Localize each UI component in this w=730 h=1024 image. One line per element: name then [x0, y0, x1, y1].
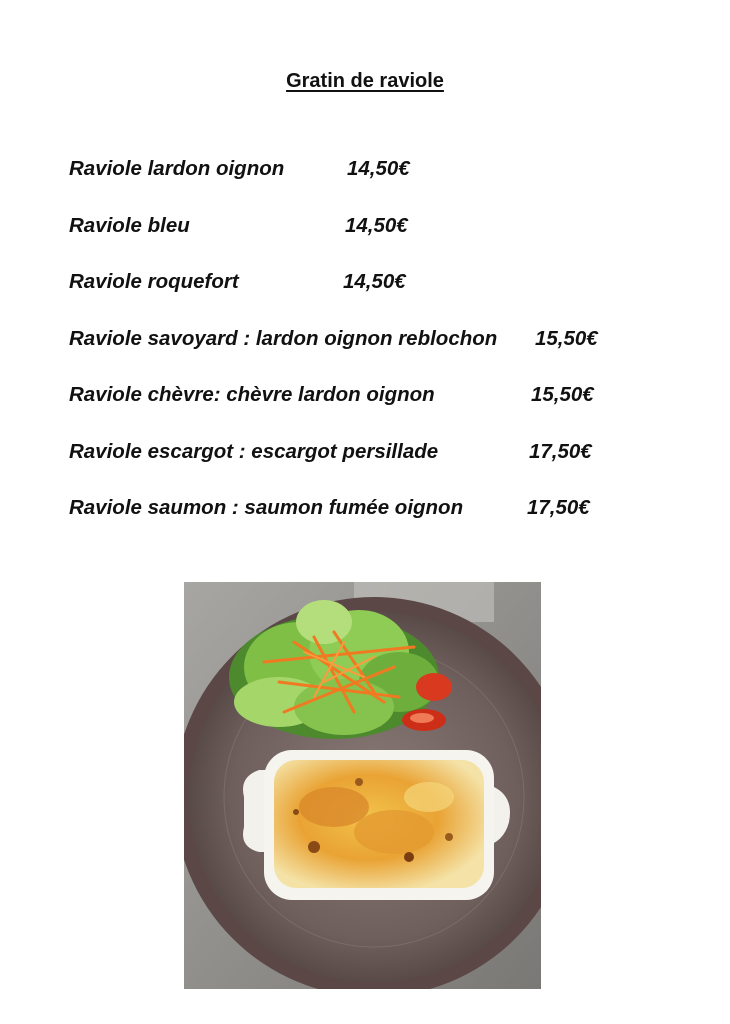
dish-illustration	[184, 582, 541, 989]
menu-item-name: Raviole escargot : escargot persillade	[69, 440, 439, 463]
menu-item-price: 14,50€	[347, 157, 410, 180]
menu-item-price: 17,50€	[527, 496, 590, 519]
menu-item-name: Raviole chèvre: chèvre lardon oignon	[69, 383, 435, 406]
menu-item-name: Raviole roquefort	[69, 270, 239, 293]
menu-item-price: 14,50€	[345, 214, 408, 237]
menu-item-price: 14,50€	[343, 270, 406, 293]
gratin-dish	[243, 750, 510, 900]
menu-item	[69, 270, 406, 294]
menu-item	[69, 214, 408, 238]
menu-item	[69, 157, 410, 181]
page-title: Gratin de raviole	[286, 70, 444, 92]
menu-item-name: Raviole savoyard : lardon oignon reblochon	[69, 327, 498, 350]
menu-item-price: 15,50€	[531, 383, 594, 406]
dish-photo	[184, 582, 541, 989]
menu-item	[69, 383, 594, 407]
menu-item	[69, 440, 592, 464]
menu-item	[69, 496, 590, 520]
menu-item-name: Raviole saumon : saumon fumée oignon	[69, 496, 464, 519]
menu-item-name: Raviole bleu	[69, 214, 190, 237]
menu-item-price: 15,50€	[535, 327, 598, 350]
menu-item-name: Raviole lardon oignon	[69, 157, 285, 180]
menu-item	[69, 327, 598, 351]
menu-item-price: 17,50€	[529, 440, 592, 463]
